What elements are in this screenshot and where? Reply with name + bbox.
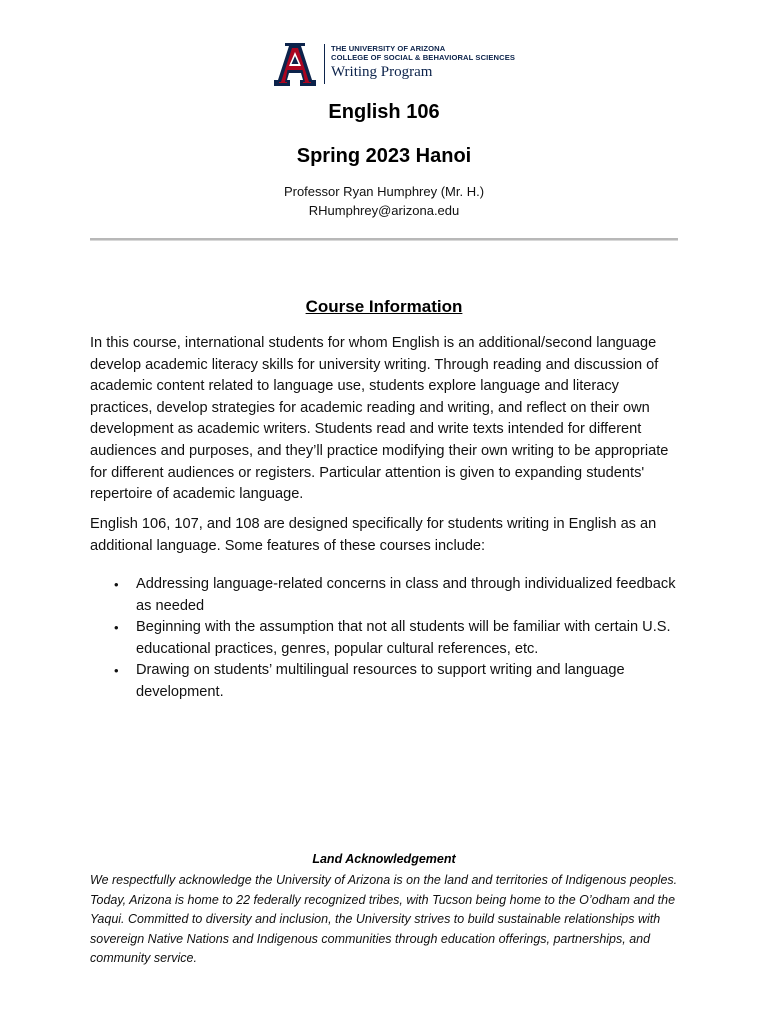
bullet-icon: •	[114, 577, 119, 592]
bullet-icon: •	[114, 620, 119, 636]
term-title: Spring 2023 Hanoi	[296, 145, 472, 167]
list-item-text: Drawing on students’ multilingual resources to support writing and language development.	[136, 662, 625, 700]
list-item	[90, 574, 680, 617]
university-logo	[272, 42, 515, 88]
professor-name: Professor Ryan Humphrey (Mr. H.)	[283, 184, 485, 199]
course-features-intro: English 106, 107, and 108 are designed specifically for students writing in English as an additional language. Some features of these courses include:	[90, 516, 657, 554]
logo-program-name: Writing Program	[331, 64, 433, 80]
logo-university-name: THE UNIVERSITY OF ARIZONA	[331, 44, 446, 53]
list-item	[90, 660, 680, 703]
bullet-icon: •	[114, 663, 119, 679]
list-item-text: Addressing language-related concerns in class and through individualized feedback as needed	[136, 576, 676, 614]
list-item	[90, 617, 680, 660]
logo-college-name: COLLEGE OF SOCIAL & BEHAVIORAL SCIENCES	[331, 53, 516, 62]
course-features-list	[90, 574, 680, 704]
course-title: English 106	[328, 101, 440, 123]
logo-divider	[324, 44, 325, 84]
land-acknowledgement-heading: Land Acknowledgement	[312, 852, 456, 866]
logo-wordmark	[331, 44, 515, 81]
arizona-a-logo-icon	[272, 42, 318, 88]
course-description-paragraph: In this course, international students for whom English is an additional/second language develop academic literacy skills for university writing. Through reading and discussion of academic content related to language use, students explore language and literacy practices, develop strategies for academic reading and writing, and reflect on their own development as academic writers. Students read and write texts intended for different audiences and purposes, and they’ll practice modifying their own writing to be appropriate for different audiences or registers. Particular attention is given to expanding students' repertoire of academic language.	[90, 335, 669, 503]
professor-email: RHumphrey@arizona.edu	[308, 203, 460, 218]
course-information-heading: Course Information	[305, 297, 463, 316]
list-item-text: Beginning with the assumption that not all students will be familiar with certain U.S. educational practices, genres, popular cultural references, etc.	[136, 619, 671, 657]
land-acknowledgement-text: We respectfully acknowledge the University of Arizona is on the land and territories of Indigenous peoples. Today, Arizona is home to 22 federally recognized tribes, with Tucson being home to the O’odham and the Yaqui. Committed to diversity and inclusion, the University strives to build sustainable relationships with sovereign Native Nations and Indigenous communities through education offerings, partnerships, and community service.	[90, 873, 678, 965]
horizontal-divider	[90, 238, 678, 241]
